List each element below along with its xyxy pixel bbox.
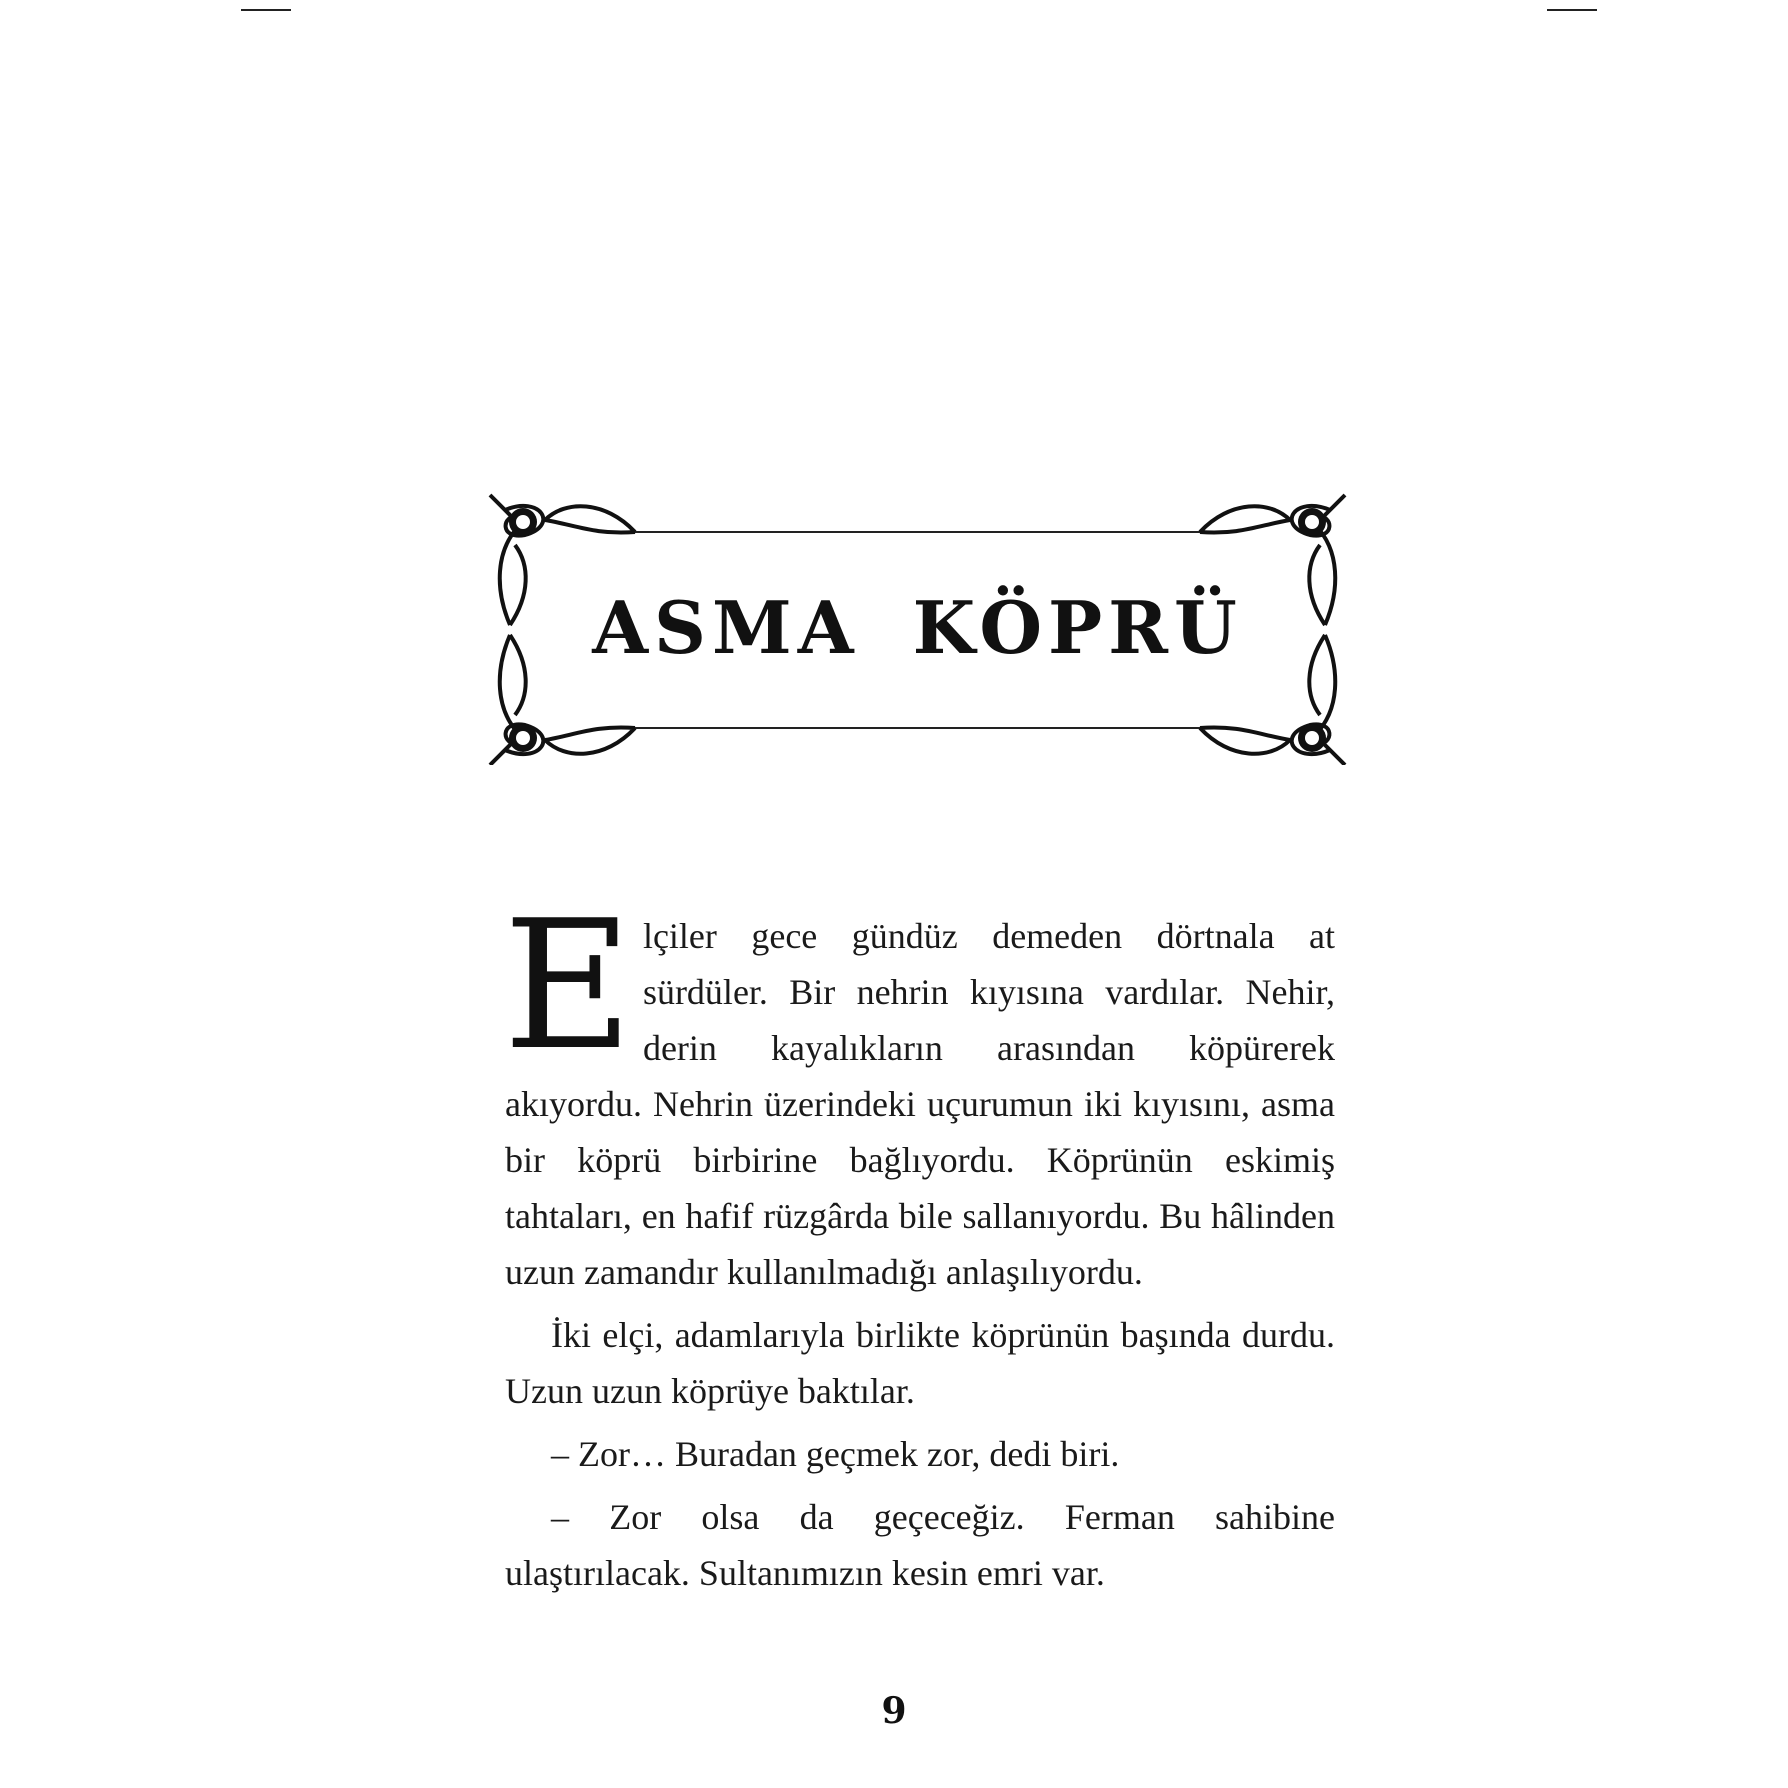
paragraph-4: – Zor olsa da geçeceğiz. Ferman sahibine ulaştırılacak. Sultanımızın kesin emri var. bbox=[505, 1497, 1335, 1593]
body-text bbox=[503, 882, 1335, 1608]
paragraph-1-text: lçiler gece gündüz demeden dörtnala at sürdüler. Bir nehrin kıyısına vardılar. Nehir, derin kayalıkların arasından köpürerek akıyordu. Nehrin üzerindeki uçurumun iki kıyısını, asma bir köprü birbirine bağlıyordu. Köprünün eskimiş tahtaları, en hafif rüzgârda bile sallanıyordu. Bu hâlinden uzun zamandır kullanılmadığı anlaşılıyordu. bbox=[505, 916, 1335, 1292]
page-number: 9 bbox=[881, 1690, 907, 1732]
chapter-title: ASMA KÖPRÜ bbox=[592, 585, 1243, 670]
paragraph-1 bbox=[503, 882, 1335, 1300]
drop-cap: E bbox=[503, 882, 633, 1089]
crop-mark-right bbox=[1547, 9, 1597, 11]
crop-mark-left bbox=[241, 9, 291, 11]
chapter-title-frame bbox=[485, 490, 1350, 765]
paragraph-2: İki elçi, adamlarıyla birlikte köprünün başında durdu. Uzun uzun köprüye baktılar. bbox=[505, 1315, 1335, 1411]
paragraph-3: – Zor… Buradan geçmek zor, dedi biri. bbox=[551, 1434, 1120, 1474]
